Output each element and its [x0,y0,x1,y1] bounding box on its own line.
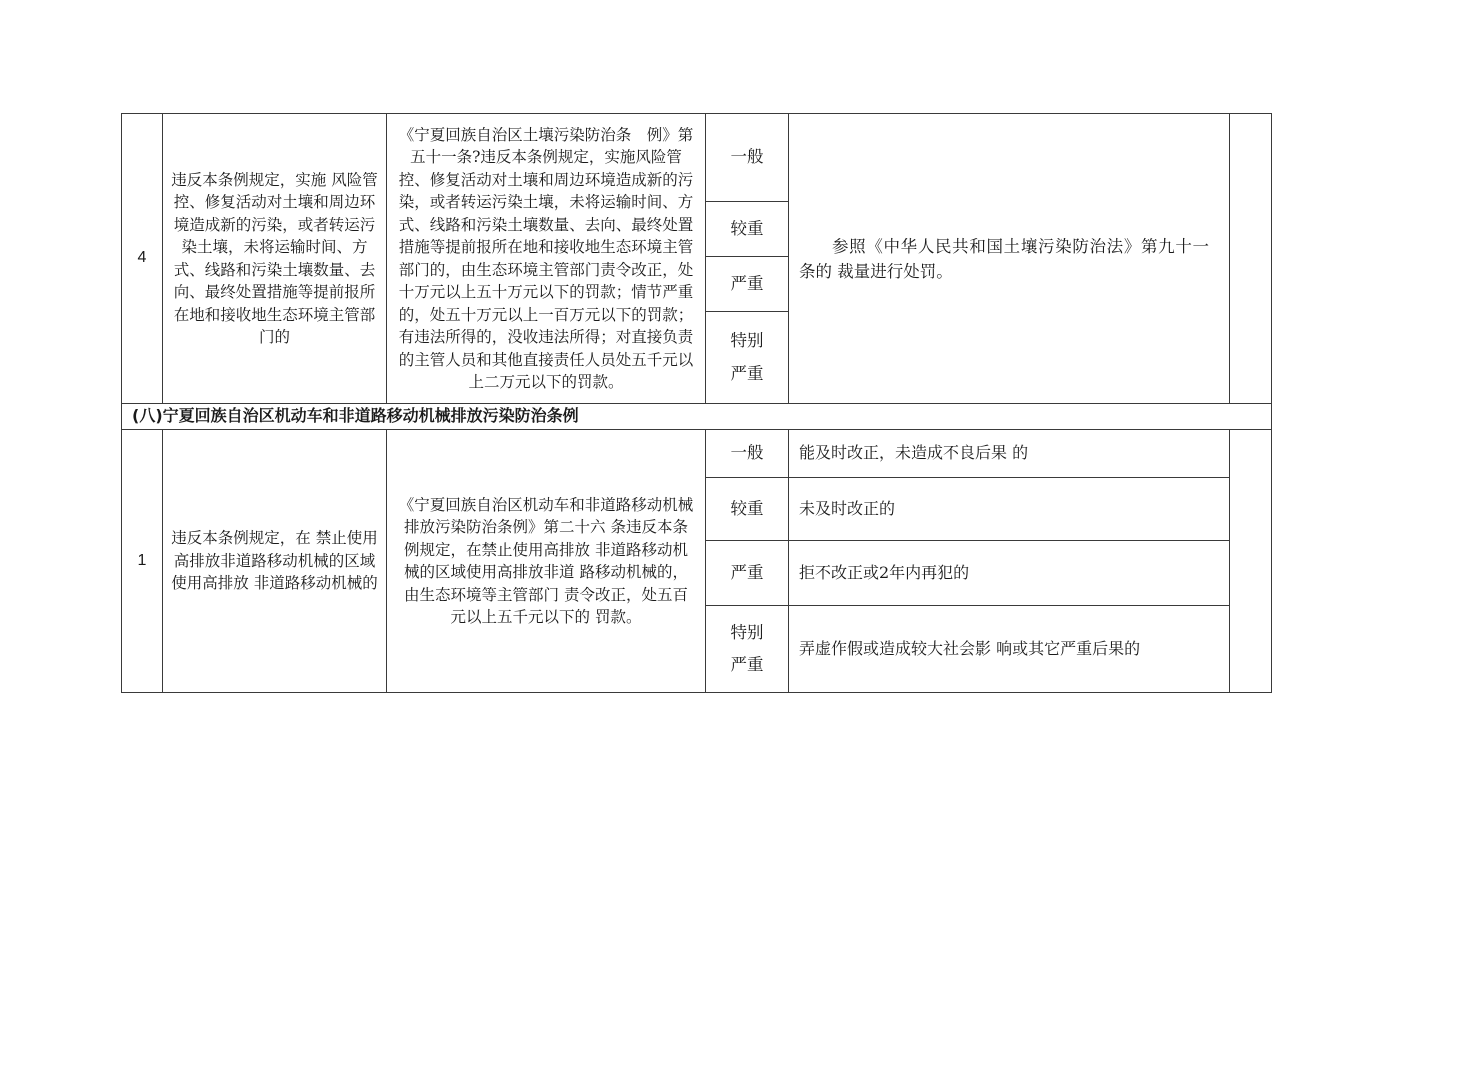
level-especially-severe [706,606,789,693]
remarks-cell [1230,430,1272,693]
level-serious: 较重 [706,478,789,541]
level-severe: 严重 [706,257,789,312]
level-label-line2: 严重 [730,363,764,383]
level-label-line1: 特别 [730,622,764,642]
legal-basis: 《宁夏回族自治区机动车和非道路移动机械排放污染防治条例》第二十六 条违反本条例规定，在禁止使用高排放 非道路移动机械的区域使用高排放非道 路移动机械的，由生态环境等主管部门 责令改正，处五百元以上五千元以下的 罚款。 [387,430,706,693]
standard-serious: 未及时改正的 [789,478,1230,541]
level-severe: 严重 [706,541,789,606]
violation-behavior: 违反本条例规定，在 禁止使用高排放非道路移动机械的区域使用高排放 非道路移动机械的 [163,430,387,693]
row-number: 1 [122,430,163,693]
legal-basis: 《宁夏回族自治区土壤污染防治条 例》第五十一条?违反本条例规定，实施风险管控、修复活动对土壤和周边环境造成新的污染，或者转运污染土壤，未将运输时间、方式、线路和污染土壤数量、去向、最终处置措施等提前报所在地和接收地生态环境主管部门的，由生态环境主管部门责令改正，处十万元以上五十万元以下的罚款；情节严重的，处五十万元以上一百万元以下的罚款；有违法所得的，没收违法所得；对直接负责的主管人员和其他直接责任人员处五千元以上二万元以下的罚款。 [387,114,706,404]
violation-behavior: 违反本条例规定，实施 风险管控、修复活动对土壤和周边环境造成新的污染，或者转运污染土壤，未将运输时间、方式、线路和污染土壤数量、去向、最终处置措施等提前报所在地和接收地生态环境主管部门的 [163,114,387,404]
standard-general: 能及时改正，未造成不良后果 的 [789,430,1230,478]
section-title: (八)宁夏回族自治区机动车和非道路移动机械排放污染防治条例 [122,404,1272,430]
standard-especially-severe: 弄虚作假或造成较大社会影 响或其它严重后果的 [789,606,1230,693]
discretion-standard: 参照《中华人民共和国土壤污染防治法》第九十一条的 裁量进行处罚。 [789,114,1230,404]
level-label-line2: 严重 [730,655,764,674]
level-general: 一般 [706,114,789,202]
row-number: 4 [122,114,163,404]
level-especially-severe [706,312,789,404]
level-serious: 较重 [706,202,789,257]
level-label-line1: 特别 [730,331,764,350]
standard-severe: 拒不改正或2年内再犯的 [789,541,1230,606]
penalty-discretion-table [121,113,1272,693]
level-general: 一般 [706,430,789,478]
remarks-cell [1230,114,1272,404]
